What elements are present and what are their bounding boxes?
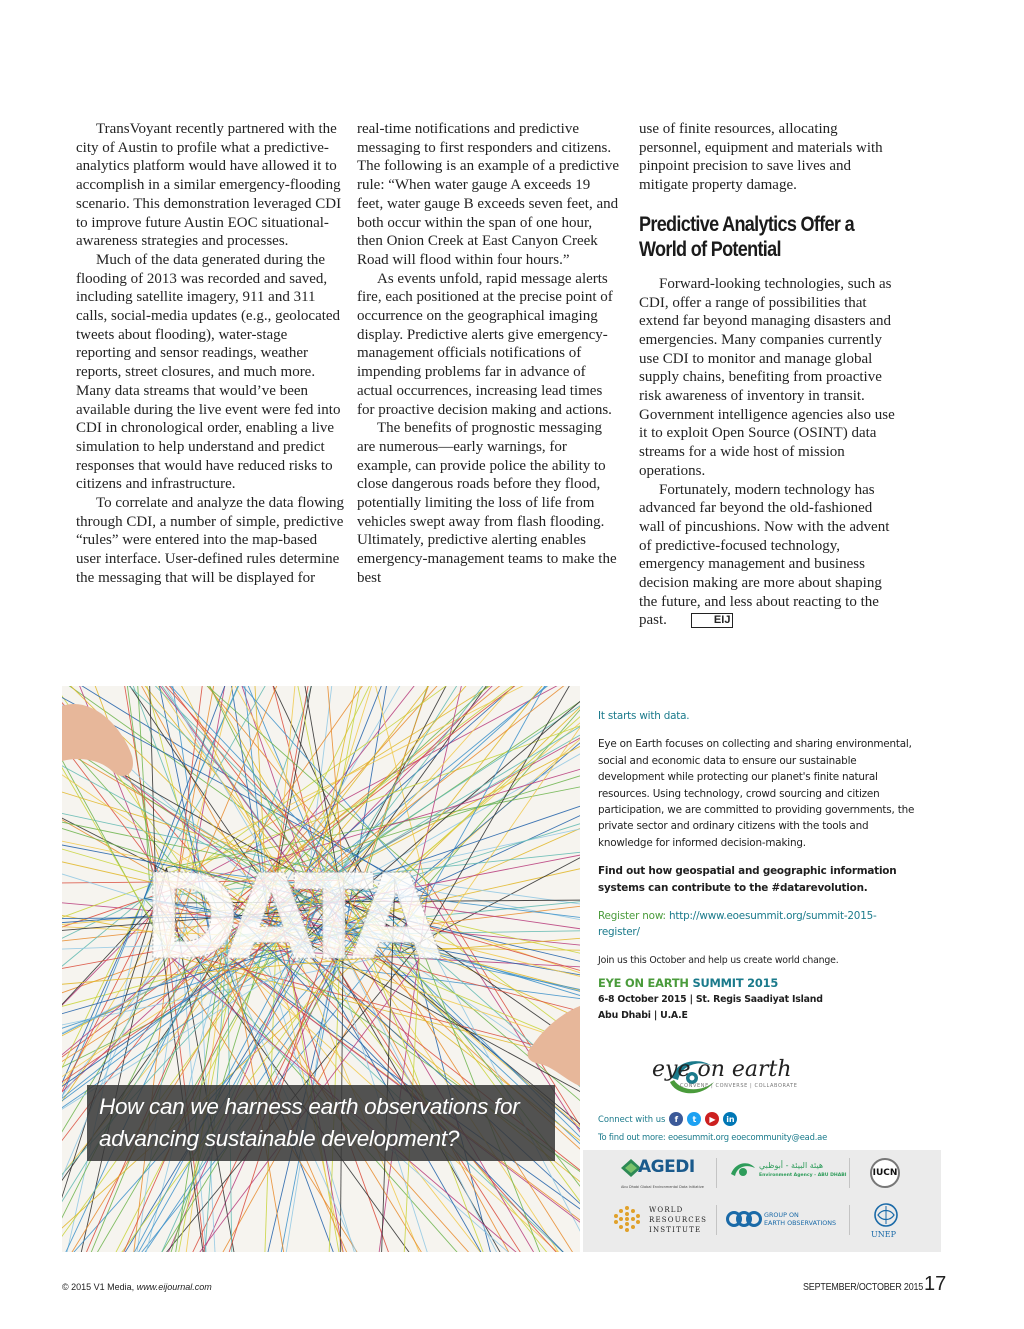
wri-dots-icon bbox=[613, 1205, 641, 1233]
ead-name: Environment Agency - ABU DHABI bbox=[759, 1173, 847, 1178]
unep-name: UNEP bbox=[871, 1230, 896, 1239]
ad-image bbox=[62, 686, 580, 1252]
ad-tagline: It starts with data. bbox=[598, 710, 690, 722]
data-word: DATA bbox=[142, 848, 442, 986]
summit-title bbox=[598, 975, 918, 991]
geo-line-2: EARTH OBSERVATIONS bbox=[764, 1219, 837, 1227]
ad-register bbox=[598, 908, 918, 941]
twitter-icon[interactable]: t bbox=[687, 1112, 701, 1126]
connect-with-us bbox=[598, 1112, 737, 1126]
geo-name bbox=[764, 1211, 836, 1227]
ad-body: Eye on Earth focuses on collecting and sharing environmental, social and economic data to ensure our sustainable development while protecting our planet's finite natural resources. Using technology, crowd sourcing and citizen participation, we are committed to providing governments, the private sector and ordinary citizens with the tools and knowledge for informed decision-making. bbox=[598, 738, 915, 849]
wri-name bbox=[649, 1205, 707, 1235]
thread-line bbox=[167, 686, 533, 868]
page-number: 17 bbox=[924, 1273, 947, 1295]
ead-wave-icon bbox=[729, 1160, 757, 1180]
iucn-logo bbox=[870, 1158, 900, 1188]
paragraph-text: Fortunately, modern technology has advanced far beyond the old-fashioned wall of pincushions. Now with the advent of predictive-focused technology, emergency management and business decision making are more about shaping the future, and less about reacting to the past. bbox=[639, 481, 890, 629]
ad-question-banner: How can we harness earth observations for advancing sustainable development? bbox=[87, 1085, 555, 1161]
paragraph: To correlate and analyze the data flowing through CDI, a number of simple, predictive “rules” were entered into the map-based user interface. User-defined rules determine the messaging that will be displayed for bbox=[76, 495, 344, 586]
iucn-name: IUCN bbox=[872, 1168, 898, 1178]
separator bbox=[716, 1205, 717, 1235]
hand-bottom-right bbox=[528, 1006, 580, 1086]
geo-rings-icon bbox=[726, 1208, 762, 1230]
agedi-name: AGEDI bbox=[638, 1157, 695, 1177]
youtube-icon[interactable]: ▶ bbox=[705, 1112, 719, 1126]
geo-line-1: GROUP ON bbox=[764, 1211, 799, 1219]
article-column-2 bbox=[357, 120, 619, 588]
agedi-subtitle: Abu Dhabi Global Environmental Data Initiative bbox=[621, 1185, 704, 1189]
facebook-icon[interactable]: f bbox=[669, 1112, 683, 1126]
section-subheading: Predictive Analytics Offer a World of Potential bbox=[639, 212, 854, 261]
register-link[interactable]: http://www.eoesummit.org/summit-2015-register/ bbox=[598, 910, 877, 939]
unep-globe-icon bbox=[873, 1202, 899, 1228]
separator bbox=[716, 1158, 717, 1188]
ad-join: Join us this October and help us create world change. bbox=[598, 954, 839, 966]
summit-dates: 6-8 October 2015 | St. Regis Saadiyat Island bbox=[598, 993, 823, 1005]
linkedin-icon[interactable]: in bbox=[723, 1112, 737, 1126]
footer-issue: SEPTEMBER/OCTOBER 2015 bbox=[803, 1281, 924, 1293]
connect-label: Connect with us bbox=[598, 1114, 666, 1124]
paragraph: use of finite resources, allocating personnel, equipment and materials with pinpoint precision to save lives and mitigate property damage. bbox=[639, 121, 883, 194]
string-art-illustration bbox=[62, 686, 580, 1252]
summit-title-part1: EYE ON EARTH bbox=[598, 976, 689, 991]
paragraph: real-time notifications and predictive messaging to first responders and citizens. The following is an example of a predictive rule: “When water gauge A exceeds 19 feet, water gauge B exceeds seven feet, and both occur within the span of one hour, then Onion Creek at East Canyon Creek Road will flood within four hours.” bbox=[357, 121, 619, 268]
footer-copyright bbox=[62, 1282, 212, 1292]
wri-line-2: RESOURCES bbox=[649, 1216, 708, 1224]
separator bbox=[849, 1158, 850, 1188]
eye-on-earth-tagline: CONVENE | CONVERSE | COLLABORATE bbox=[680, 1083, 798, 1089]
find-out-more: To find out more: eoesummit.org eoecommunity@ead.ae bbox=[598, 1132, 828, 1142]
paragraph bbox=[639, 481, 901, 631]
paragraph: Much of the data generated during the flooding of 2013 was recorded and saved, including satellite imagery, 911 and 311 calls, social-media updates (e.g., geolocated tweets about flooding), water-stage reporting and sensor readings, weather reports, street closures, and much more. Many data streams that would’ve been available during the live event were fed into CDI in chronological order, enabling a live simulation to help understand and predict responses that would have reduced risks to citizens and infrastructure. bbox=[76, 251, 341, 493]
article-column-3 bbox=[639, 120, 901, 630]
wri-line-3: INSTITUTE bbox=[649, 1226, 702, 1234]
summit-title-part2: SUMMIT 2015 bbox=[692, 976, 779, 991]
separator bbox=[849, 1205, 850, 1235]
end-mark-icon: EIJ bbox=[691, 613, 734, 628]
ad-text bbox=[598, 708, 918, 1025]
article-column-1 bbox=[76, 120, 344, 588]
paragraph: The benefits of prognostic messaging are numerous—early warnings, for example, can provide police the ability to close dangerous roads before they flood, potentially limiting the loss of life from vehicles swept away from flash flooding. Ultimately, predictive alerting enables emergency-management teams to make the best bbox=[357, 420, 617, 586]
paragraph: As events unfold, rapid message alerts fire, each positioned at the precise point of occurrence on the geographical imaging display. Predictive alerts give emergency-management officials notifications of impending problems far in advance of actual occurrences, increasing lead times for proactive decision making and actions. bbox=[357, 270, 613, 418]
copyright-text: © 2015 V1 Media, bbox=[62, 1282, 135, 1292]
register-label: Register now: bbox=[598, 910, 666, 923]
wri-line-1: WORLD bbox=[649, 1206, 684, 1214]
partner-logos bbox=[583, 1150, 941, 1252]
paragraph: Forward-looking technologies, such as CDI, offer a range of possibilities that extend far beyond managing disasters and emergencies. Many companies currently use CDI to monitor and manage global supply chains, benefiting from proactive risk awareness of inventory in transit. Government intelligence agencies also use it to exploit Open Source (OSINT) data streams for a wide host of mission operations. bbox=[639, 275, 895, 479]
eye-on-earth-wordmark: eye on earth bbox=[652, 1057, 792, 1082]
summit-location: Abu Dhabi | U.A.E bbox=[598, 1010, 688, 1022]
ad-find-out: Find out how geospatial and geographic information systems can contribute to the #datarevolution. bbox=[598, 865, 897, 894]
thread-line bbox=[146, 686, 195, 871]
paragraph: TransVoyant recently partnered with the city of Austin to profile what a predictive-analytics platform would have allowed it to accomplish in a similar emergency-flooding scenario. This demonstration leveraged CDI to improve future Austin EOC situational-awareness strategies and processes. bbox=[76, 121, 342, 250]
ead-arabic: هيئة البيئة - أبوظبي bbox=[759, 1161, 824, 1170]
thread-line bbox=[429, 686, 548, 895]
footer-site-link[interactable]: www.eijournal.com bbox=[136, 1282, 212, 1292]
